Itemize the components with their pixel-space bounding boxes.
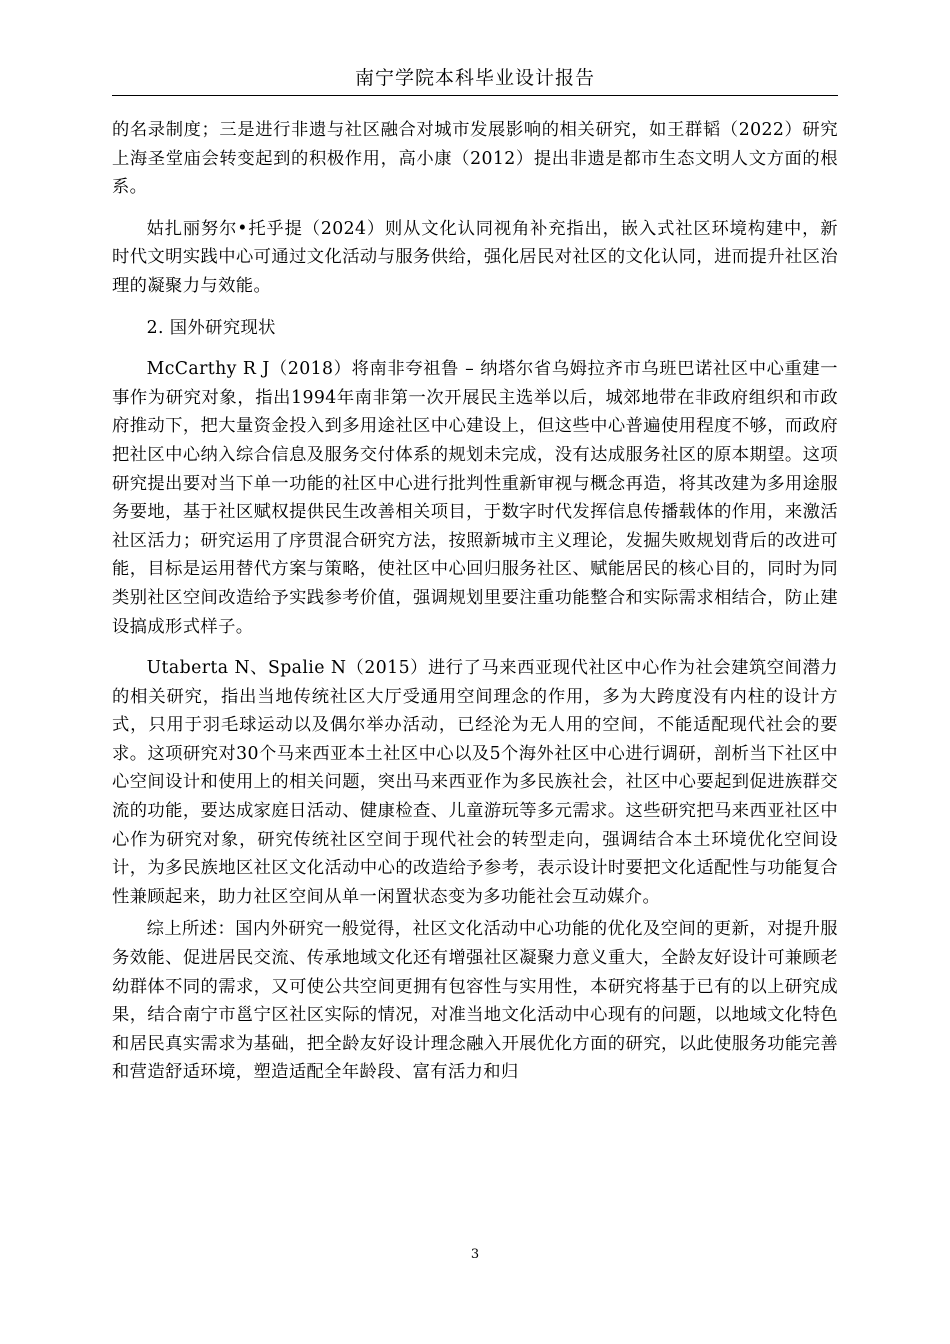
paragraph-mccarthy: McCarthy R J（2018）将南非夸祖鲁 – 纳塔尔省乌姆拉齐市乌班巴诺社区中心重建一事作为研究对象，指出1994年南非第一次开展民主选举以后，城郊地带在非政府组织和市政府推动下，把大量资金投入到多用途社区中心建设上，但这些中心普遍使用程度不够，而政府把社区中心纳入综合信息及服务交付体系的规划未完成，没有达成服务社区的原本期望。这项研究提出要对当下单一功能的社区中心进行批判性重新审视与概念再造，将其改建为多用途服务要地，基于社区赋权提供民生改善相关项目，于数字时代发挥信息传播载体的作用，来激活社区活力；研究运用了序贯混合研究方法，按照新城市主义理论，发掘失败规划背后的改进可能，目标是运用替代方案与策略，使社区中心回归服务社区、赋能居民的核心目的，同时为同类别社区空间改造给予实践参考价值，强调规划里要注重功能整合和实际需求相结合，防止建设搞成形式样子。 (112, 359, 838, 637)
page-header: 南宁学院本科毕业设计报告 (354, 67, 595, 89)
paragraph-utaberta: Utaberta N、Spalie N（2015）进行了马来西亚现代社区中心作为社会建筑空间潜力的相关研究，指出当地传统社区大厅受通用空间理念的作用，多为大跨度没有内柱的设计方式，只用于羽毛球运动以及偶尔举办活动，已经沦为无人用的空间，不能适配现代社会的要求。这项研究对30个马来西亚本土社区中心以及5个海外社区中心进行调研，剖析当下社区中心空间设计和使用上的相关问题，突出马来西亚作为多民族社会，社区中心要起到促进族群交流的功能，要达成家庭日活动、健康检查、儿童游玩等多元需求。这些研究把马来西亚社区中心作为研究对象，研究传统社区空间于现代社会的转型走向，强调结合本土环境优化空间设计，为多民族地区社区文化活动中心的改造给予参考，表示设计时要把文化适配性与功能复合性兼顾起来，助力社区空间从单一闲置状态变为多功能社会互动媒介。 (112, 658, 838, 907)
paragraph-cultural-identity: 姑扎丽努尔•托乎提（2024）则从文化认同视角补充指出，嵌入式社区环境构建中，新时代文明实践中心可通过文化活动与服务供给，强化居民对社区的文化认同，进而提升社区治理的凝聚力与效能。 (112, 218, 838, 296)
page-number: 3 (470, 1247, 480, 1262)
document-body (112, 116, 838, 1087)
section-heading-foreign-research: 2. 国外研究现状 (146, 317, 276, 338)
header-divider (112, 95, 838, 96)
paragraph-summary: 综上所述：国内外研究一般觉得，社区文化活动中心功能的优化及空间的更新，对提升服务效能、促进居民交流、传承地域文化还有增强社区凝聚力意义重大，全龄友好设计可兼顾老幼群体不同的需求，又可使公共空间更拥有包容性与实用性，本研究将基于已有的以上研究成果，结合南宁市邕宁区社区实际的情况，对准当地文化活动中心现有的问题，以地域文化特色和居民真实需求为基础，把全龄友好设计理念融入开展优化方面的研究，以此使服务功能完善和营造舒适环境，塑造适配全年龄段、富有活力和归 (112, 919, 838, 1083)
paragraph-domestic-research-end: 的名录制度；三是进行非遗与社区融合对城市发展影响的相关研究，如王群韬（2022）研究上海圣堂庙会转变起到的积极作用，高小康（2012）提出非遗是都市生态文明人文方面的根系。 (112, 120, 838, 198)
